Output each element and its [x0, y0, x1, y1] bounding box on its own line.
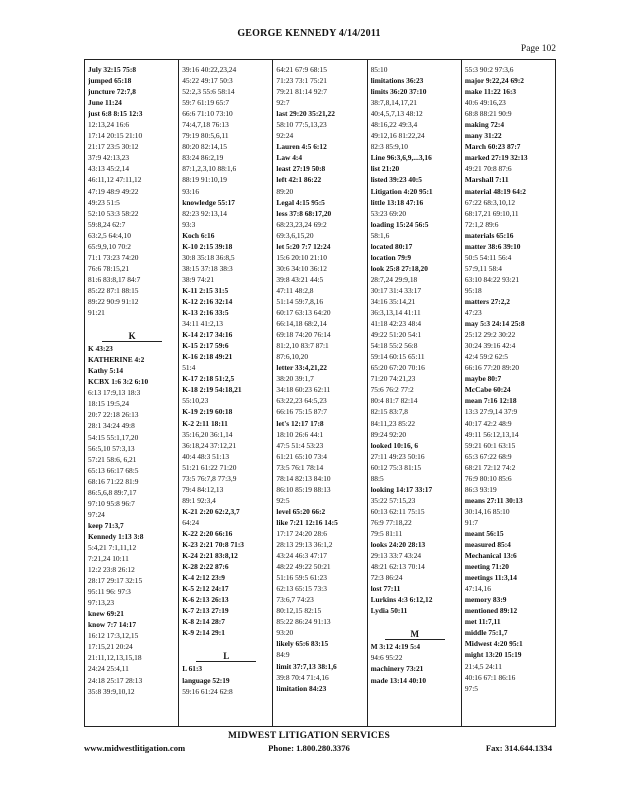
index-line: 49:23 51:5 [88, 197, 120, 207]
index-line: 79:21 81:14 92:7 [276, 87, 327, 97]
index-line: 30:14,16 85:10 [464, 506, 510, 516]
index-line: 92:24 [276, 131, 294, 141]
index-line: July 32:15 75:8 [88, 65, 137, 74]
index-line: 95:11 96: 97:3 [88, 587, 131, 597]
index-line: 63:10 84:22 93:21 [464, 274, 520, 284]
index-line: level 65:20 66:2 [276, 506, 326, 516]
index-line: Kathy 5:14 [88, 366, 124, 376]
index-line: 85:22 86:24 91:13 [276, 617, 331, 627]
index-line: 78:14 82:13 84:10 [276, 473, 331, 483]
index-line: 28:7,24 29:9,18 [370, 274, 418, 284]
index-line: K-19 2:19 60:18 [182, 407, 233, 417]
index-line: 18:10 26:6 44:1 [276, 429, 324, 439]
index-line: 64:24 [182, 517, 200, 527]
index-line: 64:21 67:9 68:15 [276, 65, 327, 74]
index-line: Legal 4:15 95:5 [276, 197, 325, 207]
index-line: just 6:8 8:15 12:3 [88, 109, 143, 119]
index-line: list 21:20 [370, 164, 400, 174]
index-line: 52:2,3 55:6 58:14 [182, 87, 235, 97]
index-line: 79:19 80:5,6,11 [182, 131, 229, 141]
index-line: 5:4,21 7:1,11,12 [88, 542, 137, 552]
index-column-3 [273, 60, 367, 726]
index-line: may 5:3 24:14 25:8 [464, 319, 525, 329]
index-line: juncture 72:7,8 [88, 87, 136, 97]
index-line: material 48:19 64:2 [464, 186, 526, 196]
index-line: meeting 71:20 [464, 562, 509, 572]
index-line: 6:13 17:9,13 18:3 [88, 388, 141, 398]
index-line: M 3:12 4:19 5:4 [370, 642, 421, 652]
index-line: 85:10 [370, 65, 388, 74]
index-line: 86:3 93:19 [464, 484, 497, 494]
index-line: least 27:19 50:8 [276, 164, 326, 174]
index-line: 69:18 74:20 76:14 [276, 330, 331, 340]
index-line: 12:2 23:8 26:12 [88, 565, 135, 575]
index-line: K-13 2:16 33:5 [182, 308, 229, 318]
index-line: 85:22 87:1 88:15 [88, 285, 139, 295]
index-line: 88:5 [370, 473, 384, 483]
index-line: Midwest 4:20 95:1 [464, 639, 523, 649]
index-line: 60:17 63:13 64:20 [276, 308, 331, 318]
index-line: might 13:20 15:19 [464, 650, 522, 660]
index-line [371, 616, 459, 627]
index-line: 87:1,2,3,10 88:1,6 [182, 164, 237, 174]
index-line: 59:7 61:19 65:7 [182, 98, 230, 108]
index-line: 79:4 84:12,13 [182, 484, 224, 494]
index-line: 66:16 75:15 87:7 [276, 407, 327, 417]
index-line: 89:22 90:9 91:12 [88, 296, 139, 306]
index-line: 34:18 60:23 62:11 [276, 385, 331, 395]
index-line: 61:21 65:10 73:4 [276, 451, 327, 461]
index-line: 38:9 74:21 [182, 274, 215, 284]
index-line: 38:15 37:18 38:3 [182, 263, 233, 273]
index-line: K-8 2:14 28:7 [182, 617, 225, 627]
index-line: 38:7,8,14,17,21 [370, 98, 418, 108]
index-line: looking 14:17 33:17 [370, 484, 433, 494]
index-line: middle 75:1,7 [464, 628, 508, 638]
index-line: K-24 2:21 83:8,12 [182, 551, 238, 561]
index-line: 34:11 41:2,13 [182, 319, 223, 329]
index-line: making 72:4 [464, 120, 505, 130]
index-line: 24:24 25:4,11 [88, 664, 129, 674]
index-line: 71:20 74:21,23 [370, 374, 416, 384]
index-line: 97:10 95:8 96:7 [88, 498, 135, 508]
index-line: 47:14,16 [464, 584, 491, 594]
index-line: 18:15 19:5,24 [88, 399, 130, 409]
index-line: 47:11 48:2,8 [276, 285, 314, 295]
index-grid [84, 59, 556, 727]
index-line: met 11:7,11 [464, 617, 501, 627]
footer-fax: Fax: 314.644.1334 [485, 743, 552, 753]
index-line [88, 318, 176, 329]
index-line: 65:20 67:20 70:16 [370, 363, 425, 373]
index-column-1 [85, 60, 179, 726]
index-line: 24:18 25:17 28:13 [88, 675, 143, 685]
index-line: 47:19 48:9 49:22 [88, 186, 139, 196]
index-line: 65:13 66:17 68:5 [88, 465, 139, 475]
index-line: 51:16 59:5 61:23 [276, 573, 327, 583]
index-line: 82:15 83:7,8 [370, 407, 408, 417]
index-line: limitations 36:23 [370, 76, 424, 86]
index-line: 57:21 58:6, 6,21 [88, 454, 137, 464]
index-line: loading 15:24 56:5 [370, 219, 429, 229]
index-line: limits 36:20 37:10 [370, 87, 427, 97]
index-line: 13:3 27:9,14 37:9 [464, 407, 518, 417]
index-line: K-6 2:13 26:13 [182, 595, 229, 605]
index-line: 84:9 [276, 650, 290, 660]
index-line: located 80:17 [370, 241, 413, 251]
index-line: K-11 2:15 31:5 [182, 285, 229, 295]
index-line: meant 56:15 [464, 528, 504, 538]
index-line: 15:6 20:10 21:10 [276, 252, 327, 262]
index-line: 81:2,10 83:7 87:1 [276, 341, 329, 351]
index-line: 40:6 49:16,23 [464, 98, 506, 108]
index-line: means 27:11 30:13 [464, 495, 523, 505]
index-line: 68:17,21 69:10,11 [464, 208, 519, 218]
index-line: K-2 2:11 18:11 [182, 418, 228, 428]
index-column-4 [368, 60, 462, 726]
index-line: likely 65:6 83:15 [276, 639, 329, 649]
index-line: 17:15,21 20:24 [88, 642, 133, 652]
index-line: 56:5,10 57:3,13 [88, 443, 135, 453]
index-line: 58:10 77:5,13,23 [276, 120, 327, 130]
index-line: 54:18 55:2 56:8 [370, 341, 418, 351]
index-line: maybe 80:7 [464, 374, 502, 384]
index-line: 40:4 48:3 51:13 [182, 451, 230, 461]
index-line: 89:20 [276, 186, 294, 196]
index-line: keep 71:3,7 [88, 520, 124, 530]
index-line: 79:5 81:11 [370, 528, 403, 538]
index-line: 36:3,13,14 41:11 [370, 308, 421, 318]
index-line: 57:9,11 58:4 [464, 263, 502, 273]
index-line: 35:8 39:9,10,12 [88, 686, 135, 696]
index-line: 37:9 42:13,23 [88, 153, 130, 163]
index-line: 35:16,20 36:1,14 [182, 429, 233, 439]
index-line: letter 33:4,21,22 [276, 363, 327, 373]
index-line: 40:17 42:2 48:9 [464, 418, 512, 428]
index-line: 93:3 [182, 219, 196, 229]
index-line: 40:16 67:1 86:16 [464, 672, 516, 682]
index-line: K-10 2:15 39:18 [182, 241, 233, 251]
index-line: 55:3 90:2 97:3,6 [464, 65, 514, 74]
index-line: many 31:22 [464, 131, 502, 141]
index-line: K-18 2:19 54:18,21 [182, 385, 242, 395]
index-line: 29:13 33:7 43:24 [370, 551, 422, 561]
index-line: memory 83:9 [464, 595, 507, 605]
index-line: 28:1 34:24 49:8 [88, 421, 135, 431]
index-line: 75:6 76:2 77:2 [370, 385, 414, 395]
index-line: 35:22 57:15,23 [370, 495, 416, 505]
index-line: Law 4:4 [276, 153, 303, 163]
index-line: 54:15 55:1,17,20 [88, 432, 139, 442]
index-line: let's 12:17 17:8 [276, 418, 324, 428]
index-section-letter: M [385, 629, 445, 640]
index-line: 28:13 29:13 36:1,2 [276, 540, 333, 550]
index-line: 40:4,5,7,13 48:12 [370, 109, 423, 119]
index-line: K-14 2:17 34:16 [182, 330, 233, 340]
index-line: K-7 2:13 27:19 [182, 606, 229, 616]
index-line: 73:6,7 74:23 [276, 595, 314, 605]
index-line: Litigation 4:20 95:1 [370, 186, 433, 196]
index-line: 74:4,7,18 76:13 [182, 120, 229, 130]
index-line: 47:23 [464, 308, 482, 318]
index-line: looked 10:16, 6 [370, 440, 419, 450]
index-line: 45:22 49:17 50:3 [182, 76, 233, 86]
index-line: 17:14 20:15 21:10 [88, 131, 143, 141]
index-line: K-17 2:18 51:2,5 [182, 374, 235, 384]
index-line: 72:1,2 89:6 [464, 219, 499, 229]
index-line: 73:5 76:1 78:14 [276, 462, 324, 472]
index-line: 63:2,5 64:4,10 [88, 230, 131, 240]
index-line: 49:21 70:8 87:6 [464, 164, 512, 174]
index-line: jumped 65:18 [88, 76, 132, 86]
index-line: 39:8 43:21 44:5 [276, 274, 324, 284]
index-line: 89:1 92:3,4 [182, 495, 216, 505]
index-line: 86:5,6,8 89:7,17 [88, 487, 137, 497]
index-line: 76:9 77:18,22 [370, 517, 412, 527]
index-line: make 11:22 16:3 [464, 87, 517, 97]
index-line: materials 65:16 [464, 230, 514, 240]
index-line: 66:14,18 68:2,14 [276, 319, 327, 329]
index-line: Lydia 50:11 [370, 606, 408, 616]
index-line: 59:16 61:24 62:8 [182, 686, 233, 696]
index-line: Kennedy 1:13 3:8 [88, 531, 144, 541]
index-line: 52:10 53:3 58:22 [88, 208, 139, 218]
index-line: 49:11 56:12,13,14 [464, 429, 519, 439]
index-line: 66:16 77:20 89:20 [464, 363, 520, 373]
index-line: knew 69:21 [88, 609, 124, 619]
index-line: 76:9 80:10 85:6 [464, 473, 512, 483]
index-line: 21:4,5 24:11 [464, 661, 502, 671]
index-line: 68:23,23,24 69:2 [276, 219, 327, 229]
index-section-letter: L [196, 651, 256, 662]
index-line: 91:7 [464, 517, 478, 527]
index-line: 30:17 31:4 33:17 [370, 285, 422, 295]
index-line: matter 38:6 39:10 [464, 241, 521, 251]
index-line: little 13:18 47:16 [370, 197, 424, 207]
index-line: 65:9,9,10 70:2 [88, 241, 131, 251]
index-line: 91:21 [88, 308, 105, 318]
index-line: 17:17 24:20 28:6 [276, 528, 327, 538]
index-line: 21:11,12,13,15,18 [88, 653, 142, 663]
index-line: 53:23 69:20 [370, 208, 407, 218]
index-line: left 42:1 86:22 [276, 175, 322, 185]
index-line: 81:6 83:8,17 84:7 [88, 274, 141, 284]
index-line: 59:21 60:1 63:15 [464, 440, 516, 450]
index-line: 42:4 59:2 62:5 [464, 352, 508, 362]
index-line: 86:10 85:19 88:13 [276, 484, 331, 494]
index-line: 76:6 78:15,21 [88, 263, 130, 273]
index-line: 12:13,24 16:6 [88, 120, 130, 130]
index-line: 80:4 81:7 82:14 [370, 396, 418, 406]
page-number: Page 102 [520, 44, 556, 54]
index-line: 25:12 29:2 30:22 [464, 330, 516, 340]
index-line: 72:3 86:24 [370, 573, 403, 583]
index-line: 83:24 86:2,19 [182, 153, 224, 163]
index-line: 82:3 85:9,10 [370, 142, 408, 152]
index-line: K-15 2:17 59:6 [182, 341, 229, 351]
index-line: 93:16 [182, 186, 200, 196]
index-line: made 13:14 40:10 [370, 675, 427, 685]
index-line: 16:12 17:3,12,15 [88, 631, 139, 641]
index-line: McCabe 60:24 [464, 385, 511, 395]
index-line: 30:8 35:18 36:8,5 [182, 252, 235, 262]
index-line: Mechanical 13:6 [464, 551, 517, 561]
index-line: mean 7:16 12:18 [464, 396, 517, 406]
index-line: 63:22,23 64:5,23 [276, 396, 327, 406]
index-line: 69:3,6,15,20 [276, 230, 314, 240]
index-line: 38:20 39:1,7 [276, 374, 314, 384]
index-line: let 5:20 7:7 12:24 [276, 241, 331, 251]
index-line: 92:5 [276, 495, 290, 505]
index-line: limitation 84:23 [276, 683, 327, 693]
index-line: 47:5 51:4 53:23 [276, 440, 324, 450]
index-line: 92:7 [276, 98, 290, 108]
index-line: language 52:19 [182, 675, 230, 685]
index-line: 48:16,22 49:3,4 [370, 120, 418, 130]
index-line: 49:22 51:20 54:1 [370, 330, 422, 340]
index-line: 97:24 [88, 509, 105, 519]
index-column-5 [462, 60, 555, 726]
index-section-letter: K [102, 331, 162, 342]
index-line: 51:21 61:22 71:20 [182, 462, 237, 472]
index-line: Marshall 7:11 [464, 175, 509, 185]
index-line: like 7:21 12:16 14:5 [276, 517, 338, 527]
index-line: Lauren 4:5 6:12 [276, 142, 327, 152]
document-title: GEORGE KENNEDY 4/14/2011 [237, 28, 381, 39]
index-line: 36:18,24 37:12,21 [182, 440, 237, 450]
index-line: 60:12 75:3 81:15 [370, 462, 422, 472]
index-line: looks 24:20 28:13 [370, 540, 426, 550]
index-line: KCBX 1:6 3:2 6:10 [88, 377, 149, 387]
index-line: K-12 2:16 32:14 [182, 296, 233, 306]
index-line: 66:6 71:10 73:10 [182, 109, 233, 119]
index-line: 65:3 67:22 68:9 [464, 451, 512, 461]
index-line: machinery 73:21 [370, 664, 424, 674]
index-line: matters 27:2,2 [464, 296, 510, 306]
index-line: limit 37:7,13 38:1,6 [276, 661, 337, 671]
index-line: 71:1 73:23 74:20 [88, 252, 139, 262]
index-line: Koch 6:16 [182, 230, 215, 240]
index-line: 41:18 42:23 48:4 [370, 319, 422, 329]
index-line: 73:5 76:7,8 77:3,9 [182, 473, 237, 483]
index-column-2 [179, 60, 273, 726]
index-line: 51:14 59:7,8,16 [276, 296, 324, 306]
index-line: 27:11 49:23 50:16 [370, 451, 425, 461]
index-line: mentioned 89:12 [464, 606, 518, 616]
index-line: 97:5 [464, 683, 478, 693]
index-line: 84:11,23 85:22 [370, 418, 416, 428]
index-line: 94:6 95:22 [370, 653, 403, 663]
index-line: 7:21,24 10:11 [88, 554, 129, 564]
index-line: Line 96:3,6,9,...3,16 [370, 153, 432, 163]
index-line: 21:17 23:5 30:12 [88, 142, 139, 152]
index-line: K-23 2:21 70:8 71:3 [182, 540, 244, 550]
index-line: 67:22 68:3,10,12 [464, 197, 516, 207]
index-line: June 11:24 [88, 98, 122, 108]
index-line: KATHERINE 4:2 [88, 355, 145, 365]
index-line: 39:16 40:22,23,24 [182, 65, 237, 74]
index-line: 87:6,10,20 [276, 352, 309, 362]
index-line: K-22 2:20 66:16 [182, 528, 233, 538]
index-line: March 60:23 87:7 [464, 142, 521, 152]
index-line: K-4 2:12 23:9 [182, 573, 225, 583]
index-line: 93:20 [276, 628, 294, 638]
index-line: lost 77:11 [370, 584, 401, 594]
index-line: less 37:8 68:17,20 [276, 208, 332, 218]
footer-phone: Phone: 1.800.280.3376 [268, 743, 350, 753]
index-line: 80:12,15 82:15 [276, 606, 322, 616]
index-line: 55:10,23 [182, 396, 209, 406]
index-line: 28:17 29:17 32:15 [88, 576, 143, 586]
index-line: 60:13 62:11 75:15 [370, 506, 425, 516]
index-line: 80:20 82:14,15 [182, 142, 227, 152]
index-line: 58:1,6 [370, 230, 390, 240]
index-line: 43:24 46:3 47:17 [276, 551, 327, 561]
index-line: 48:21 62:13 70:14 [370, 562, 425, 572]
index-line: 43:13 45:2,14 [88, 164, 130, 174]
index-line [182, 638, 270, 649]
index-line: 97:13,23 [88, 598, 115, 608]
index-line: K-9 2:14 29:1 [182, 628, 225, 638]
index-line: 59:14 60:15 65:11 [370, 352, 425, 362]
index-line: major 9:22,24 69:2 [464, 76, 524, 86]
index-line: K-5 2:12 24:17 [182, 584, 229, 594]
index-line: 71:23 73:1 75:21 [276, 76, 327, 86]
index-line: 48:22 49:22 50:21 [276, 562, 331, 572]
index-line: 49:12,16 81:22,24 [370, 131, 425, 141]
index-line: 20:7 22:18 26:13 [88, 410, 139, 420]
index-line: 68:21 72:12 74:2 [464, 462, 516, 472]
index-line: last 29:20 35:21,22 [276, 109, 335, 119]
index-line: K 43:23 [88, 344, 113, 354]
index-line: 30:24 39:16 42:4 [464, 341, 516, 351]
index-line: 50:5 54:11 56:4 [464, 252, 512, 262]
index-line: 59:8,24 62:7 [88, 219, 126, 229]
footer-website: www.midwestlitigation.com [84, 743, 186, 753]
index-line: 30:6 34:10 36:12 [276, 263, 327, 273]
index-line: 95:18 [464, 285, 482, 295]
index-line: 88:19 91:10,19 [182, 175, 227, 185]
index-line: L 61:3 [182, 664, 203, 674]
index-line: Lurkins 4:3 6:12,12 [370, 595, 433, 605]
index-line: location 79:9 [370, 252, 412, 262]
index-line: 68:8 88:21 90:9 [464, 109, 512, 119]
index-line: know 7:7 14:17 [88, 620, 137, 630]
index-line: 46:11,12 47:11,12 [88, 175, 142, 185]
footer-company: MIDWEST LITIGATION SERVICES [227, 731, 391, 741]
index-line: knowledge 55:17 [182, 197, 235, 207]
index-line: K-16 2:18 49:21 [182, 352, 233, 362]
index-line: look 25:8 27:18,20 [370, 263, 428, 273]
index-line: 62:13 65:15 73:3 [276, 584, 327, 594]
index-line: meetings 11:3,14 [464, 573, 517, 583]
index-line: K-21 2:20 62:2,3,7 [182, 506, 240, 516]
index-line: marked 27:19 32:13 [464, 153, 528, 163]
index-line: 82:23 92:13,14 [182, 208, 227, 218]
index-line: 51:4 [182, 363, 196, 373]
index-line: 68:16 71:22 81:9 [88, 476, 139, 486]
index-line: listed 39:23 40:5 [370, 175, 422, 185]
index-line: K-28 2:22 87:6 [182, 562, 229, 572]
index-line: 34:16 35:14,21 [370, 296, 416, 306]
index-line: 89:24 92:20 [370, 429, 407, 439]
index-line: 39:8 70:4 71:4,16 [276, 672, 329, 682]
index-line: measured 85:4 [464, 540, 511, 550]
